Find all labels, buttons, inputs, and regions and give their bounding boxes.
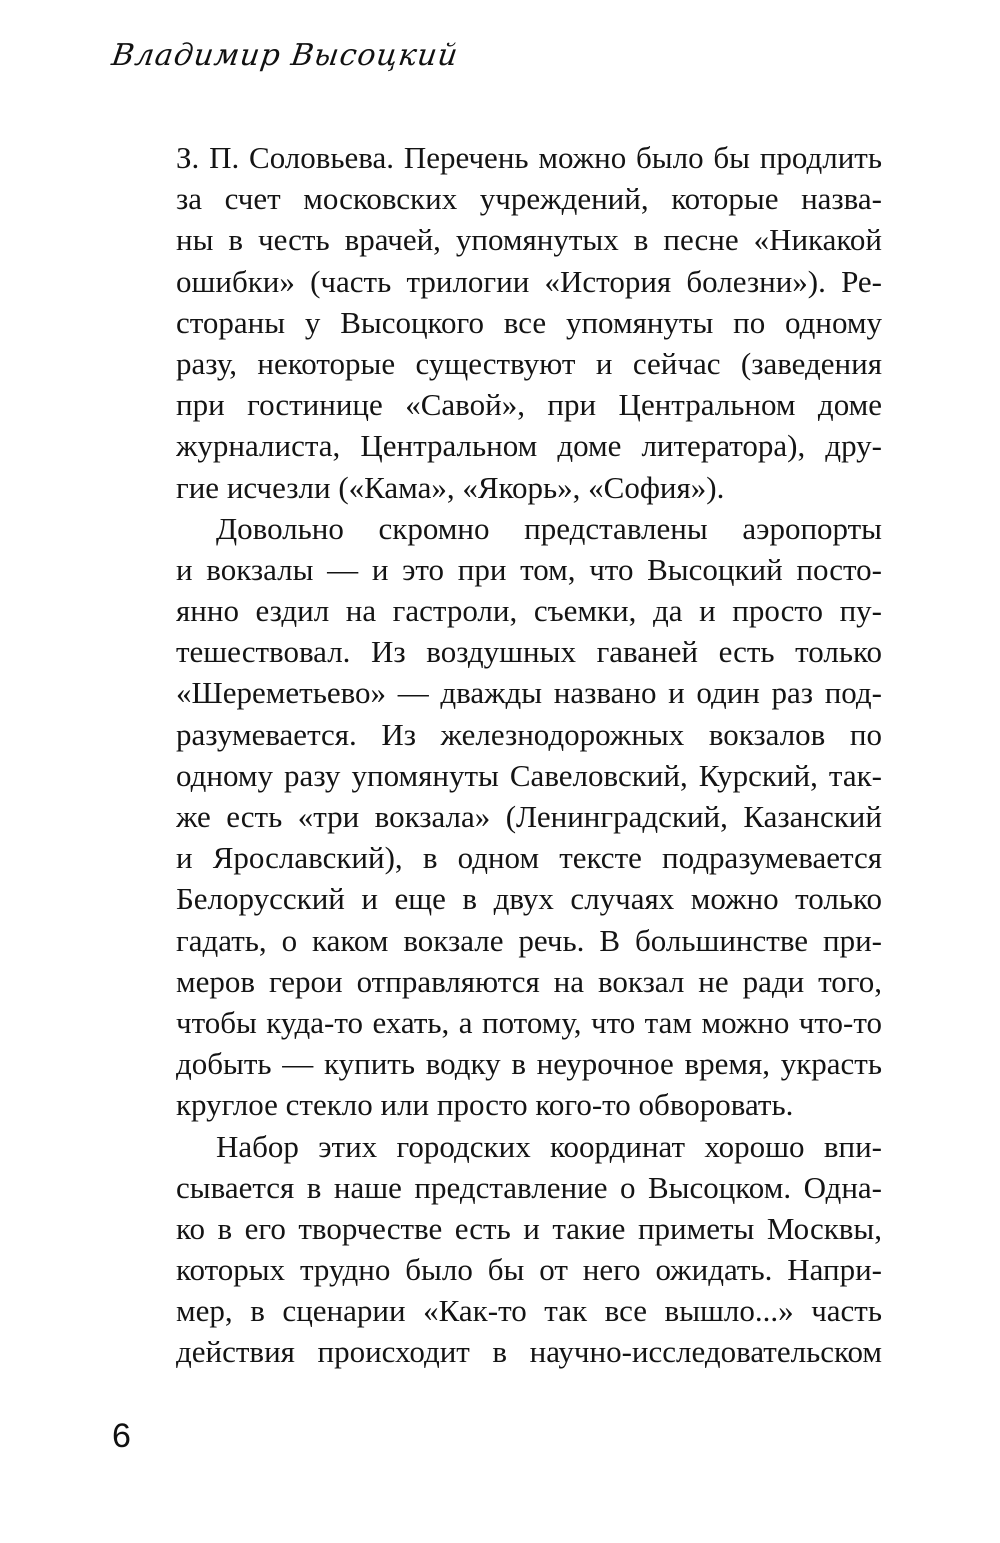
text-line: действия происходит в научно-исследовательском [176, 1334, 882, 1370]
text-line: журналиста, Центральном доме литератора), дру- [176, 428, 882, 464]
text-line: за счет московских учреждений, которые назва- [176, 181, 882, 217]
text-line: которых трудно было бы от него ожидать. Напри- [176, 1252, 882, 1288]
paragraph-1 [176, 137, 882, 508]
text-line: ны в честь врачей, упомянутых в песне «Никакой [176, 222, 882, 258]
paragraph-3 [176, 1126, 882, 1373]
running-header: Владимир Высоцкий [109, 38, 461, 73]
text-line: ошибки» (часть трилогии «История болезни»). Ре- [176, 263, 882, 299]
text-line: янно ездил на гастроли, съемки, да и просто пу- [176, 593, 882, 629]
text-line: меров герои отправляются на вокзал не ради того, [176, 963, 882, 999]
text-line: Белорусский и еще в двух случаях можно только [176, 881, 882, 917]
text-line: добыть — купить водку в неурочное время, украсть [176, 1046, 882, 1082]
text-line: чтобы куда-то ехать, а потому, что там можно что-то [176, 1004, 882, 1040]
text-line: одному разу упомянуты Савеловский, Курский, так- [176, 757, 882, 793]
text-line: круглое стекло или просто кого-то обворовать. [176, 1087, 794, 1123]
body-text [176, 137, 882, 1373]
text-line: гие исчезли («Кама», «Якорь», «София»). [176, 469, 725, 505]
text-line: З. П. Соловьева. Перечень можно было бы продлить [176, 140, 882, 175]
text-line: и Ярославский), в одном тексте подразумевается [176, 840, 882, 876]
text-line: мер, в сценарии «Как-то так все вышло...» часть [176, 1293, 882, 1329]
text-line: Довольно скромно представлены аэропорты [216, 510, 882, 546]
text-line: при гостинице «Савой», при Центральном доме [176, 387, 882, 423]
text-line: ко в его творчестве есть и такие приметы Москвы, [176, 1210, 882, 1246]
text-line: же есть «три вокзала» (Ленинградский, Казанский [176, 799, 882, 834]
text-line: тешествовал. Из воздушных гаваней есть только [176, 634, 882, 670]
paragraph-2 [176, 508, 882, 1126]
text-line: разумевается. Из железнодорожных вокзалов по [176, 716, 882, 752]
text-line: стораны у Высоцкого все упомянуты по одному [176, 304, 882, 340]
text-line: гадать, о каком вокзале речь. В большинстве при- [176, 922, 882, 958]
text-line: разу, некоторые существуют и сейчас (заведения [176, 345, 882, 381]
text-line: и вокзалы — и это при том, что Высоцкий посто- [176, 551, 882, 587]
page-number: 6 [112, 1417, 131, 1455]
text-line: сывается в наше представление о Высоцком. Одна- [176, 1169, 882, 1205]
text-line: «Шереметьево» — дважды названо и один раз под- [176, 675, 882, 711]
text-line: Набор этих городских координат хорошо впи- [216, 1128, 882, 1164]
